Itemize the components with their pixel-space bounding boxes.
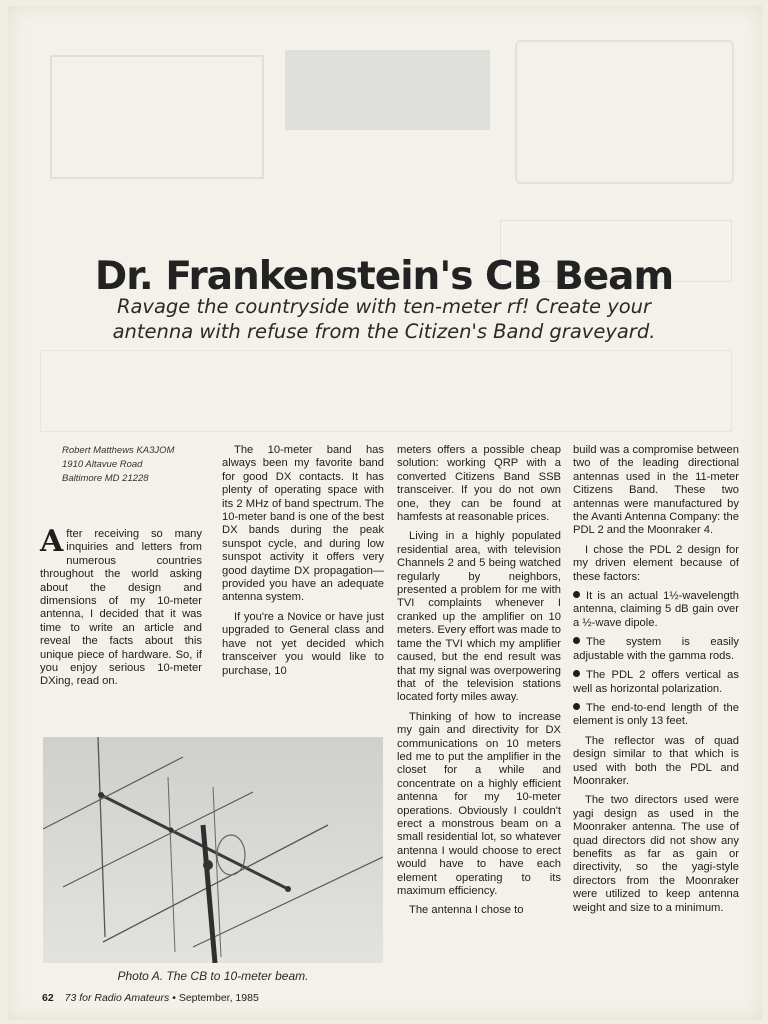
paragraph: meters offers a possible cheap solution: working QRP with a converted Citizens Band SSB transceiver. If you do not own one, they can be found at hamfests at reasonable prices. xyxy=(397,444,561,524)
magazine-name: 73 for Radio Amateurs xyxy=(64,992,170,1004)
text-column-4 xyxy=(573,444,739,915)
page-footer xyxy=(42,992,259,1004)
paragraph: Living in a highly populated residential area, with television Channels 2 and 5 being watched regularly by neighbors, presented a problem for me with TVI complaints whenever I cranked up the amplifier on 10 meters. Every effort was made to tame the TVI which my amplifier caused, but the end result was that my signal was overpowering that of the television stations located forty miles away. xyxy=(397,530,561,704)
bleed-through-shape xyxy=(40,350,732,432)
bullet-text: The end-to-end length of the element is only 13 feet. xyxy=(573,701,739,728)
paragraph: If you're a Novice or have just upgraded to General class and have not yet decided which transceiver you would like to purchase, 10 xyxy=(222,610,384,677)
paragraph: The 10-meter band has always been my favorite band for good DX contacts. It has plenty of operating space with its 2 MHz of band spectrum. The 10-meter band is one of the best DX bands during the peak sunspot cycle, and during low sunspot activity it offers very good daytime DX propagation—provided you have an adequate antenna system. xyxy=(222,444,384,604)
paragraph: Thinking of how to increase my gain and directivity for DX communications on 10 meters led me to put the amplifier in the closet for a while and concentrate on a highly efficient antenna for my 10-meter operations. Obviously I couldn't erect a monstrous beam on a small residential lot, so whatever antenna I would choose to erect would have to have each element operating to its maximum efficiency. xyxy=(397,710,561,897)
paragraph: The reflector was of quad design similar to that which is used with both the PDL and Moonraker. xyxy=(573,734,739,787)
bullet-item xyxy=(573,636,739,663)
paragraph: build was a compromise between two of the leading directional antennas used in the 11-meter Citizens Band. These two antennas were manufactured by the Avanti Antenna Company: the PDL 2 and the Moonraker 4. xyxy=(573,444,739,537)
paragraph: The two directors used were yagi design as used in the Moonraker antenna. The use of quad directors did not show any benefits as far as gain or directivity, so the yagi-style directors from the Moonraker were utilized to keep antenna weight and size to a minimum. xyxy=(573,794,739,914)
bullet-icon xyxy=(573,703,580,710)
text-column-1 xyxy=(40,524,202,689)
bullet-text: It is an actual 1½-wavelength antenna, claiming 5 dB gain over a ½-wave dipole. xyxy=(573,590,739,629)
article-subtitle xyxy=(60,294,708,344)
page-number: 62 xyxy=(42,992,54,1004)
drop-cap: A xyxy=(40,524,64,559)
author-street: 1910 Altavue Road xyxy=(62,459,143,470)
bleed-through-shape xyxy=(515,40,734,184)
article-title: Dr. Frankenstein's CB Beam xyxy=(94,254,674,300)
bullet-text: The system is easily adjustable with the gamma rods. xyxy=(573,636,739,662)
footer-separator: • xyxy=(172,992,176,1004)
antenna-photo xyxy=(43,737,383,963)
bullet-icon xyxy=(573,670,580,677)
text-column-3 xyxy=(397,444,561,918)
author-city: Baltimore MD 21228 xyxy=(62,473,149,484)
paragraph: I chose the PDL 2 design for my driven element because of these factors: xyxy=(573,543,739,583)
bullet-item xyxy=(573,590,739,630)
author-name: Robert Matthews KA3JOM xyxy=(62,445,175,456)
bleed-through-shape xyxy=(50,55,264,179)
bullet-icon xyxy=(573,637,580,644)
paragraph xyxy=(40,524,202,689)
bullet-item xyxy=(573,669,739,696)
subtitle-line: Ravage the countryside with ten-meter rf! Create your xyxy=(116,295,652,318)
antenna-illustration xyxy=(43,737,383,963)
subtitle-line: antenna with refuse from the Citizen's Band graveyard. xyxy=(112,320,656,343)
bullet-icon xyxy=(573,591,580,598)
paragraph-text: fter receiving so many inquiries and letters from numerous countries throughout the world asking about the design and dimensions of my 10-meter antenna, I decided that it was time to write an article and reveal the facts about this unique piece of hardware. So, if you enjoy serious 10-meter DXing, read on. xyxy=(40,528,202,688)
bullet-text: The PDL 2 offers vertical as well as horizontal polarization. xyxy=(573,669,739,695)
bleed-through-shape xyxy=(285,50,490,130)
bullet-item xyxy=(573,702,739,729)
author-byline xyxy=(62,444,222,486)
issue-date: September, 1985 xyxy=(178,992,259,1004)
text-column-2 xyxy=(222,444,384,678)
paragraph: The antenna I chose to xyxy=(409,904,524,917)
photo-caption: Photo A. The CB to 10-meter beam. xyxy=(117,969,309,983)
